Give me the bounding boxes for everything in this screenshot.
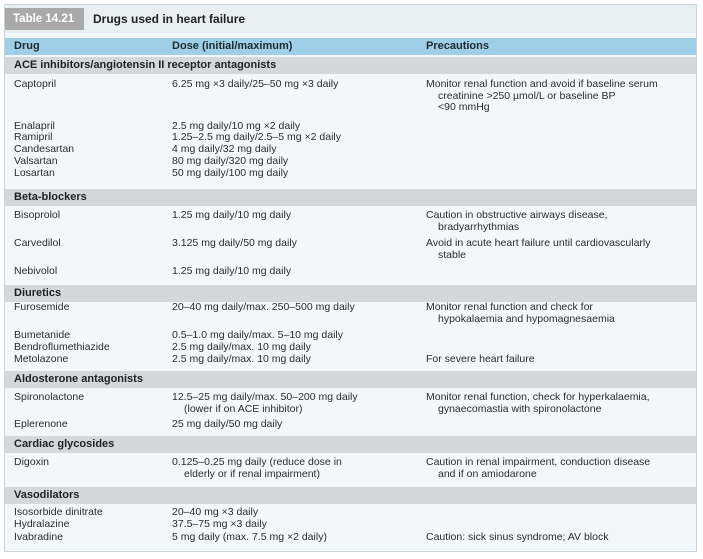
table-header-row [5, 38, 696, 55]
section-header [5, 371, 696, 388]
dose-line: 1.25 mg daily/10 mg daily [172, 265, 292, 277]
dose-line: 12.5–25 mg daily/max. 50–200 mg daily [172, 391, 358, 403]
dose-line: 80 mg daily/320 mg daily [172, 155, 289, 167]
dose-cell [172, 238, 417, 250]
dose-cell [172, 532, 417, 544]
drug-name: Isosorbide dinitrate [14, 506, 103, 518]
header-drug: Drug [14, 40, 40, 52]
precautions-cell [426, 238, 691, 261]
dose-cell [172, 342, 417, 354]
precaution-line: bradyarrhythmias [438, 220, 520, 233]
drug-name: Candesartan [14, 143, 75, 155]
dose-cell [172, 132, 417, 144]
dose-line: 37.5–75 mg ×3 daily [172, 518, 267, 530]
precautions-cell [426, 532, 691, 544]
drug-name: Eplerenone [14, 418, 68, 430]
drug-name: Bisoprolol [14, 209, 61, 221]
dose-line: 5 mg daily (max. 7.5 mg ×2 daily) [172, 531, 327, 543]
section-title: Diuretics [14, 287, 62, 299]
dose-cell [172, 507, 417, 519]
precaution-line: hypokalaemia and hypomagnesaemia [438, 312, 615, 325]
precautions-cell [426, 457, 691, 480]
table-number-label: Table 14.21 [5, 8, 84, 30]
drug-name: Bumetanide [14, 329, 71, 341]
precaution-line: Caution in obstructive airways disease, [426, 209, 608, 221]
dose-line: 3.125 mg daily/50 mg daily [172, 237, 297, 249]
dose-cell [172, 302, 417, 314]
drug-name: Bendroflumethiazide [14, 341, 110, 353]
precaution-line: Monitor renal function, check for hyperkalaemia, [426, 391, 650, 403]
drug-name: Hydralazine [14, 518, 70, 530]
dose-cell [172, 79, 417, 91]
drug-name: Spironolactone [14, 391, 85, 403]
section-header [5, 285, 696, 302]
precaution-line: stable [438, 248, 467, 261]
section-header [5, 57, 696, 74]
dose-line: 1.25 mg daily/10 mg daily [172, 209, 292, 221]
dose-line: elderly or if renal impairment) [184, 467, 320, 480]
drug-table [4, 4, 697, 552]
precautions-cell [426, 210, 691, 233]
precaution-line: Avoid in acute heart failure until cardiovascularly [426, 237, 651, 249]
section-header [5, 189, 696, 206]
dose-cell [172, 144, 417, 156]
drug-name: Ivabradine [14, 531, 64, 543]
precaution-line: Caution: sick sinus syndrome; AV block [426, 531, 609, 543]
dose-line: 25 mg daily/50 mg daily [172, 418, 283, 430]
precautions-cell [426, 79, 691, 114]
precaution-line: gynaecomastia with spironolactone [438, 402, 602, 415]
precaution-line: creatinine >250 µmol/L or baseline BP [438, 89, 616, 102]
precaution-line: and if on amiodarone [438, 467, 537, 480]
dose-line: 2.5 mg daily/max. 10 mg daily [172, 353, 311, 365]
drug-name: Carvedilol [14, 237, 61, 249]
dose-cell [172, 519, 417, 531]
dose-cell [172, 457, 417, 480]
dose-line: 1.25–2.5 mg daily/2.5–5 mg ×2 daily [172, 131, 341, 143]
section-header [5, 487, 696, 504]
dose-line: 20–40 mg ×3 daily [172, 506, 259, 518]
dose-line: 0.5–1.0 mg daily/max. 5–10 mg daily [172, 329, 344, 341]
precaution-line: Monitor renal function and avoid if baseline serum [426, 78, 658, 90]
precautions-cell [426, 354, 691, 366]
dose-line: 20–40 mg daily/max. 250–500 mg daily [172, 301, 355, 313]
drug-name: Valsartan [14, 155, 58, 167]
precaution-line: Monitor renal function and check for [426, 301, 593, 313]
precautions-cell [426, 392, 691, 415]
section-header [5, 436, 696, 453]
dose-line: 50 mg daily/100 mg daily [172, 167, 289, 179]
dose-line: 4 mg daily/32 mg daily [172, 143, 277, 155]
section-title: Cardiac glycosides [14, 438, 115, 450]
dose-line: 2.5 mg daily/max. 10 mg daily [172, 341, 311, 353]
dose-line: 0.125–0.25 mg daily (reduce dose in [172, 456, 342, 468]
drug-name: Enalapril [14, 120, 55, 132]
drug-name: Losartan [14, 167, 55, 179]
dose-cell [172, 354, 417, 366]
section-title: Beta-blockers [14, 191, 87, 203]
section-title: Vasodilators [14, 489, 80, 501]
dose-cell [172, 266, 417, 278]
dose-line: 6.25 mg ×3 daily/25–50 mg ×3 daily [172, 78, 339, 90]
table-title-bar [5, 5, 696, 33]
table-title: Drugs used in heart failure [93, 12, 246, 26]
header-precautions: Precautions [426, 40, 489, 52]
dose-cell [172, 168, 417, 180]
dose-line: 2.5 mg daily/10 mg ×2 daily [172, 120, 301, 132]
section-title: Aldosterone antagonists [14, 373, 143, 385]
precaution-line: For severe heart failure [426, 353, 535, 365]
dose-cell [172, 156, 417, 168]
header-dose: Dose (initial/maximum) [172, 40, 293, 52]
precaution-line: Caution in renal impairment, conduction disease [426, 456, 651, 468]
precautions-cell [426, 302, 691, 325]
drug-name: Captopril [14, 78, 57, 90]
dose-cell [172, 330, 417, 342]
precaution-line: <90 mmHg [438, 101, 490, 113]
drug-name: Digoxin [14, 456, 50, 468]
dose-cell [172, 392, 417, 415]
drug-name: Nebivolol [14, 265, 58, 277]
dose-cell [172, 210, 417, 222]
drug-name: Metolazone [14, 353, 69, 365]
dose-cell [172, 419, 417, 431]
dose-line: (lower if on ACE inhibitor) [184, 402, 303, 415]
drug-name: Ramipril [14, 131, 53, 143]
section-title: ACE inhibitors/angiotensin II receptor antagonists [14, 59, 277, 71]
drug-name: Furosemide [14, 301, 70, 313]
